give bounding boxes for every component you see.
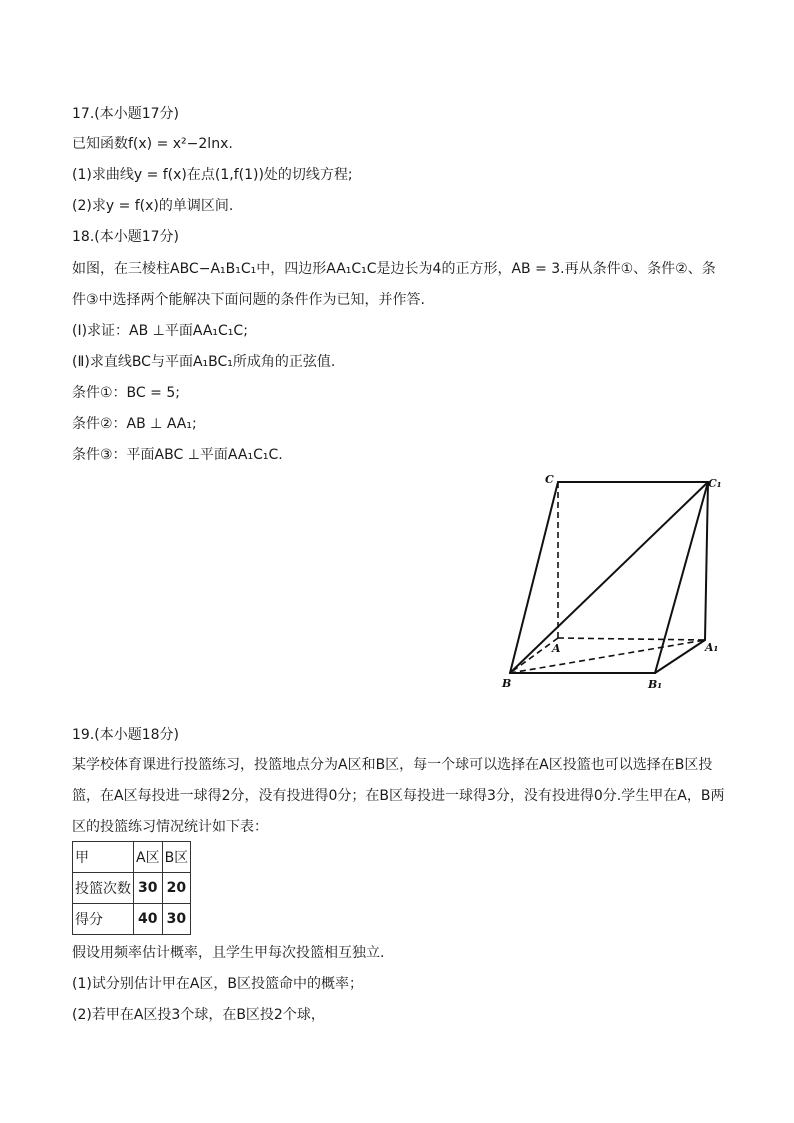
table-row: [73, 904, 191, 935]
q19-part2: (2)若甲在A区投3个球，在B区投2个球，: [72, 1007, 325, 1023]
q18-header: 18.(本小题17分): [72, 229, 180, 245]
table-cell: 20: [162, 873, 191, 904]
q18-condition3: 条件③：平面ABC ⊥平面AA₁C₁C.: [72, 447, 283, 463]
table-header-cell: A区: [134, 842, 163, 873]
table-cell: 30: [134, 873, 163, 904]
q19-intro-line2: 篮，在A区每投进一球得2分，没有投进得0分；在B区每投进一球得3分，没有投进得0分.学生甲在A，B两: [72, 788, 725, 804]
q18-intro-line2: 件③中选择两个能解决下面问题的条件作为已知，并作答.: [72, 292, 425, 308]
table-header-cell: B区: [162, 842, 191, 873]
q19-intro-line3: 区的投篮练习情况统计如下表：: [72, 819, 268, 835]
table-cell: 投篮次数: [73, 873, 134, 904]
q18-part2: (Ⅱ)求直线BC与平面A₁BC₁所成角的正弦值.: [72, 354, 336, 370]
table-row: [73, 873, 191, 904]
q19-part1: (1)试分别估计甲在A区，B区投篮命中的概率；: [72, 976, 364, 992]
q18-condition1: 条件①：BC = 5;: [72, 385, 180, 401]
table-cell: 得分: [73, 904, 134, 935]
edge-A-A1: [558, 638, 705, 640]
q19-header: 19.(本小题18分): [72, 727, 180, 743]
label-A1: A₁: [705, 641, 719, 654]
q17-given: 已知函数f(x) = x²−2lnx.: [72, 136, 233, 152]
q19-intro-line1: 某学校体育课进行投篮练习，投篮地点分为A区和B区，每一个球可以选择在A区投篮也可以选择在B区投: [72, 757, 713, 773]
shooting-stats-table: [72, 841, 191, 935]
q17-part2: (2)求y = f(x)的单调区间.: [72, 198, 234, 214]
q18-intro-line1: 如图，在三棱柱ABC−A₁B₁C₁中，四边形AA₁C₁C是边长为4的正方形，AB = 3.再从条件①、条件②、条: [72, 261, 716, 277]
q17-header: 17.(本小题17分): [72, 106, 180, 122]
edge-C1-A1: [705, 482, 708, 640]
q18-part1: (Ⅰ)求证：AB ⊥平面AA₁C₁C;: [72, 323, 248, 339]
label-C: C: [545, 473, 554, 486]
q17-part1: (1)求曲线y = f(x)在点(1,f(1))处的切线方程;: [72, 167, 353, 183]
prism-figure: [496, 468, 728, 696]
edge-C-B: [510, 482, 558, 673]
label-B1: B₁: [648, 678, 663, 691]
table-header-cell: 甲: [73, 842, 134, 873]
label-C1: C₁: [708, 477, 722, 490]
q19-assumption: 假设用频率估计概率，且学生甲每次投篮相互独立.: [72, 945, 385, 961]
q18-condition2: 条件②：AB ⊥ AA₁;: [72, 416, 197, 432]
table-cell: 40: [134, 904, 163, 935]
table-cell: 30: [162, 904, 191, 935]
table-header-row: [73, 842, 191, 873]
label-A: A: [552, 642, 561, 655]
label-B: B: [502, 677, 512, 690]
